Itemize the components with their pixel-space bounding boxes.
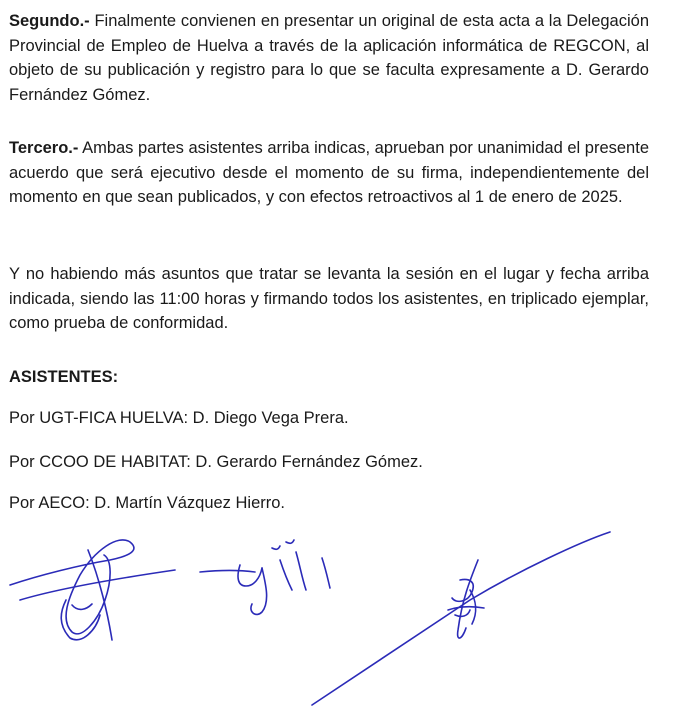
signatures-area [0,520,677,720]
paragraph-segundo-text: Finalmente convienen en presentar un original de esta acta a la Delegación Provincial de Empleo de Huelva a través de la aplicación informática de REGCON, al objeto de su publicación y registro para lo que se faculta expresamente a D. Gerardo Fernández Gómez. [9,12,649,104]
attendee-line: Por AECO: D. Martín Vázquez Hierro. [9,494,286,512]
paragraph-cierre [9,262,649,336]
attendees-heading: ASISTENTES: [9,368,119,386]
paragraph-cierre-text: Y no habiendo más asuntos que tratar se levanta la sesión en el lugar y fecha arriba indicada, siendo las 11:00 horas y firmando todos los asistentes, en triplicado ejemplar, como prueba de conformidad. [9,265,649,332]
signature-ugt [10,540,175,640]
paragraph-tercero [9,136,649,210]
paragraph-segundo-lead: Segundo.- [9,12,90,30]
signature-aeco [312,532,610,705]
signature-ccoo [200,540,330,614]
paragraph-segundo [9,9,649,107]
paragraph-tercero-lead: Tercero.- [9,139,79,157]
paragraph-tercero-text: Ambas partes asistentes arriba indicas, aprueban por unanimidad el presente acuerdo que será ejecutivo desde el momento de su firma, independientemente del momento en que sean publicados, y con efectos retroactivos al 1 de enero de 2025. [9,139,649,206]
attendee-line: Por CCOO DE HABITAT: D. Gerardo Fernández Gómez. [9,453,423,471]
attendee-line: Por UGT-FICA HUELVA: D. Diego Vega Prera. [9,409,349,427]
